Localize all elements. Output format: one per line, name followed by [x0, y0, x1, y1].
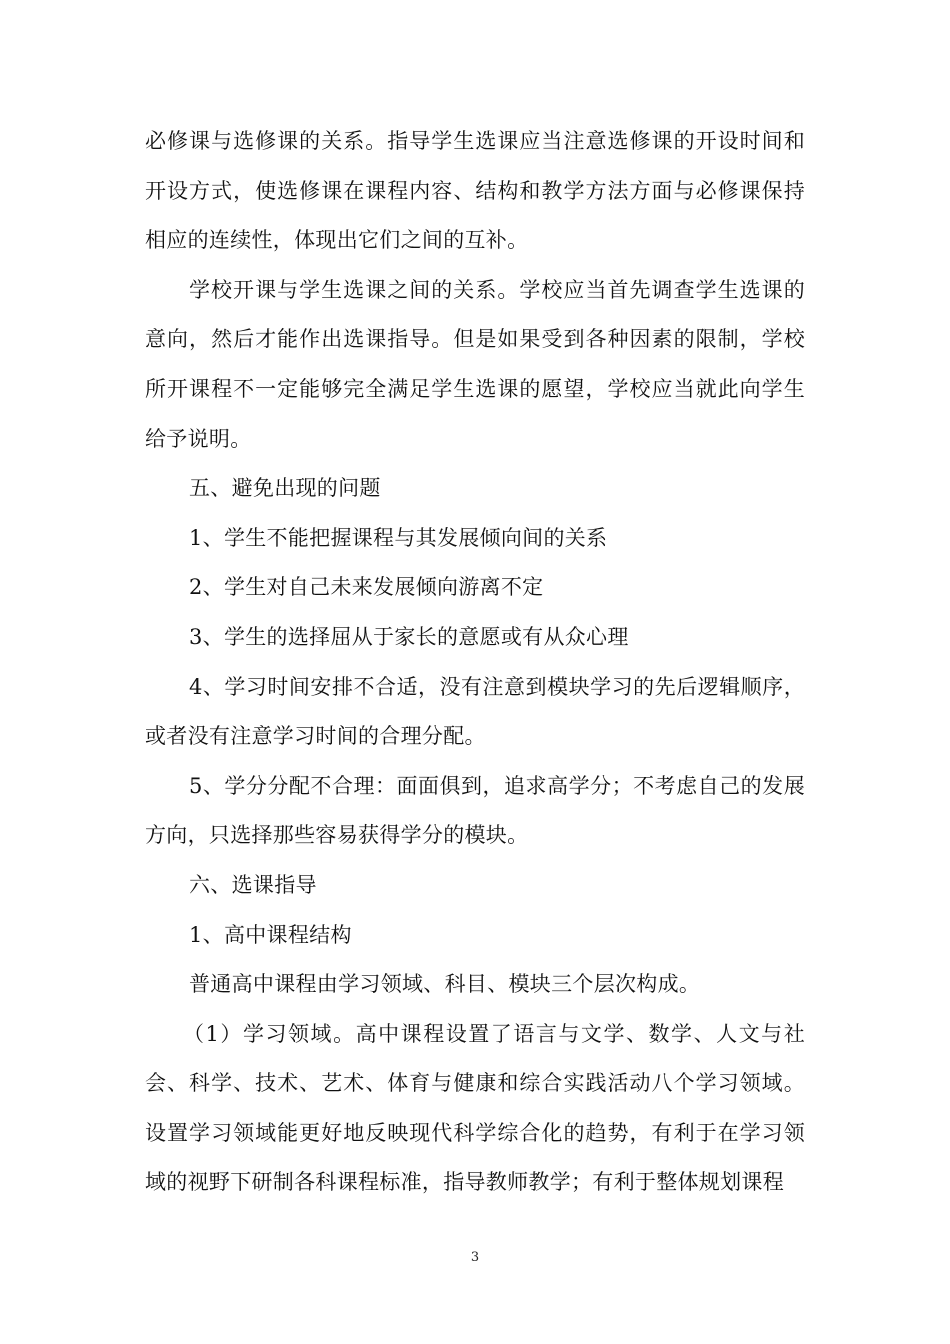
document-body [145, 117, 805, 1208]
paragraph-school-course-selection: 学校开课与学生选课之间的关系。学校应当首先调查学生选课的意向，然后才能作出选课指导。但是如果受到各种因素的限制，学校所开课程不一定能够完全满足学生选课的愿望，学校应当就此向学生给予说明。 [145, 277, 805, 451]
section-heading-problems: 五、避免出现的问题 [189, 476, 381, 501]
paragraph-learning-domains: （1）学习领域。高中课程设置了语言与文学、数学、人文与社会、科学、技术、艺术、体育与健康和综合实践活动八个学习领域。设置学习领域能更好地反映现代科学综合化的趋势，有利于在学习领域的视野下研制各科课程标准，指导教师教学；有利于整体规划课程 [145, 1021, 805, 1195]
list-item-problem-5: 5、学分分配不合理：面面俱到，追求高学分；不考虑自己的发展方向，只选择那些容易获得学分的模块。 [145, 773, 805, 848]
paragraph-relation-required-elective: 必修课与选修课的关系。指导学生选课应当注意选修课的开设时间和开设方式，使选修课在课程内容、结构和教学方法方面与必修课保持相应的连续性，体现出它们之间的互补。 [145, 129, 805, 253]
list-item-problem-3: 3、学生的选择屈从于家长的意愿或有从众心理 [189, 624, 629, 649]
list-item-problem-1: 1、学生不能把握课程与其发展倾向间的关系 [189, 525, 608, 550]
list-item-problem-2: 2、学生对自己未来发展倾向游离不定 [189, 575, 544, 600]
section-heading-guidance: 六、选课指导 [189, 872, 317, 897]
list-item-problem-4: 4、学习时间安排不合适，没有注意到模块学习的先后逻辑顺序，或者没有注意学习时间的合理分配。 [145, 674, 805, 749]
paragraph-course-levels: 普通高中课程由学习领域、科目、模块三个层次构成。 [189, 972, 701, 997]
page-number: 3 [470, 1250, 480, 1265]
subheading-course-structure: 1、高中课程结构 [189, 922, 352, 947]
